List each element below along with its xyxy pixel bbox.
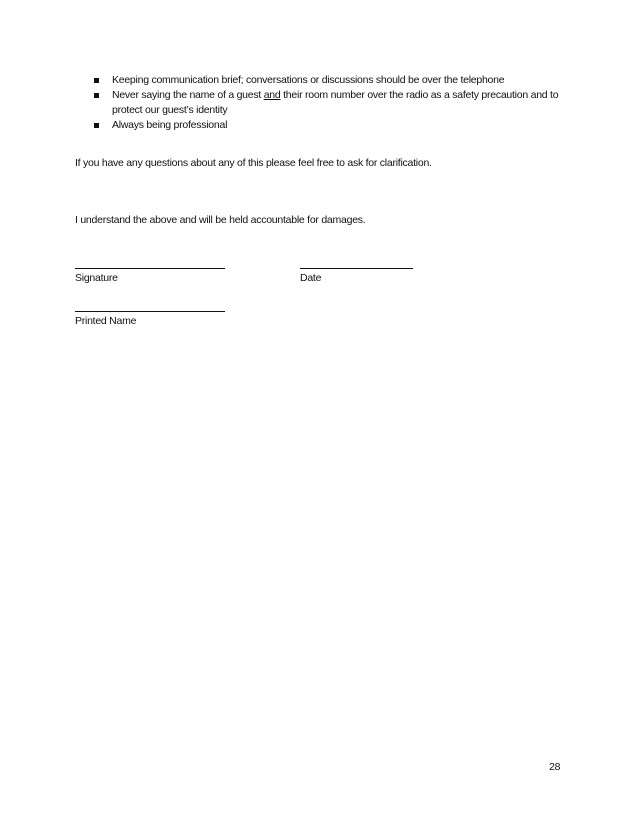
printed-name-label: Printed Name [75,315,137,327]
list-item [92,88,572,118]
bullet-text-after: their room number over the radio as a safety precaution and to protect our guest’s identity [112,89,559,116]
date-label: Date [300,272,322,284]
square-bullet-icon [94,78,99,83]
bullet-text-underlined: and [263,89,281,101]
bullet-text-before: Never saying the name of a guest [112,89,264,101]
list-item [92,73,572,88]
bullet-text: Always being professional [112,119,228,131]
square-bullet-icon [94,93,99,98]
printed-name-line [75,311,225,312]
square-bullet-icon [94,123,99,128]
questions-paragraph: If you have any questions about any of this please feel free to ask for clarification. [75,157,432,169]
acknowledgement-paragraph: I understand the above and will be held accountable for damages. [75,214,366,226]
date-line [300,268,413,269]
guidelines-bullet-list [92,73,572,133]
bullet-text: Keeping communication brief; conversations or discussions should be over the telephone [112,74,505,86]
signature-label: Signature [75,272,118,284]
list-item [92,118,572,133]
signature-line [75,268,225,269]
page-number: 28 [549,761,561,773]
